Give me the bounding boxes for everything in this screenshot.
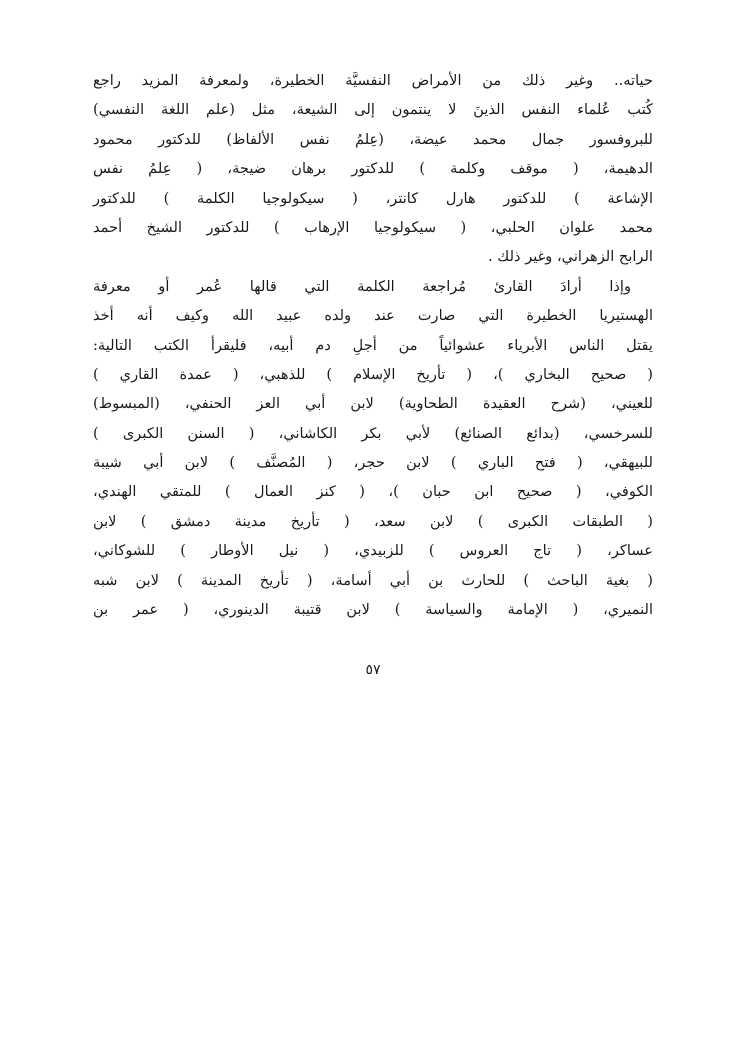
text-line: للسرخسي، (بدائع الصنائع) لأبي بكر الكاشاني، ( السنن الكبرى ) [93,424,653,442]
text-line: حياته.. وغير ذلك من الأمراض النفسيَّة الخطيرة، ولمعرفة المزيد راجع [93,72,653,89]
text-line: عساكر، ( تاج العروس ) للزبيدي، ( نيل الأوطار ) للشوكاني، [93,542,653,560]
text-line: للبيهقي، ( فتح الباري ) لابن حجر، ( المُصنَّف ) لابن أبي شيبة [93,454,653,472]
text-line: ( بغية الباحث ) للحارث بن أبي أسامة، ( تأريخ المدينة ) لابن شبه [93,571,653,589]
body-text [93,66,653,624]
text-line: يقتل الناس الأبرياء عشوائياً من أجلِ دم أبيه، فليقرأ الكتب التالية: [93,336,653,354]
text-line: للبروفسور جمال محمد عيضة، (عِلمُ نفس الألفاظ) للدكتور محمود [93,130,653,148]
text-line: الإشاعة ) للدكتور هارل كانتر، ( سيكولوجيا الكلمة ) للدكتور [93,189,653,207]
text-line: الكوفي، ( صحيح ابن حبان )، ( كنز العمال ) للمتقي الهندي، [93,483,653,501]
text-line: للعيني، (شرح العقيدة الطحاوية) لابن أبي العز الحنفي، (المبسوط) [93,395,653,413]
text-line: الرابح الزهراني، وغير ذلك . [488,248,653,266]
text-line: محمد علوان الحلبي، ( سيكولوجيا الإرهاب ) للدكتور الشيخ أحمد [93,218,653,236]
text-line: ( الطبقات الكبرى ) لابن سعد، ( تأريخ مدينة دمشق ) لابن [93,512,653,530]
text-line: الهستيريا الخطيرة التي صارت عند ولده عبيد الله وكيف أنه أخذ [93,307,653,325]
text-line: وإذا أرادَ القارئ مُراجعة الكلمة التي قالها عُمر أو معرفة [93,277,631,295]
page-number: ٥٧ [365,662,381,678]
text-line: كُتب عُلماء النفس الذينَ لا ينتمون إلى الشيعة، مثل (علم اللغة النفسي) [93,101,653,119]
text-line: النميري، ( الإمامة والسياسة ) لابن قتيبة الدينوري، ( عمر بن [93,601,653,619]
text-line: الدهيمة، ( موقف وكلمة ) للدكتور برهان ضيجة، ( عِلمُ نفس [93,160,653,178]
text-line: ( صحيح البخاري )، ( تأريخ الإسلام ) للذهبي، ( عمدة القاري ) [93,365,653,383]
